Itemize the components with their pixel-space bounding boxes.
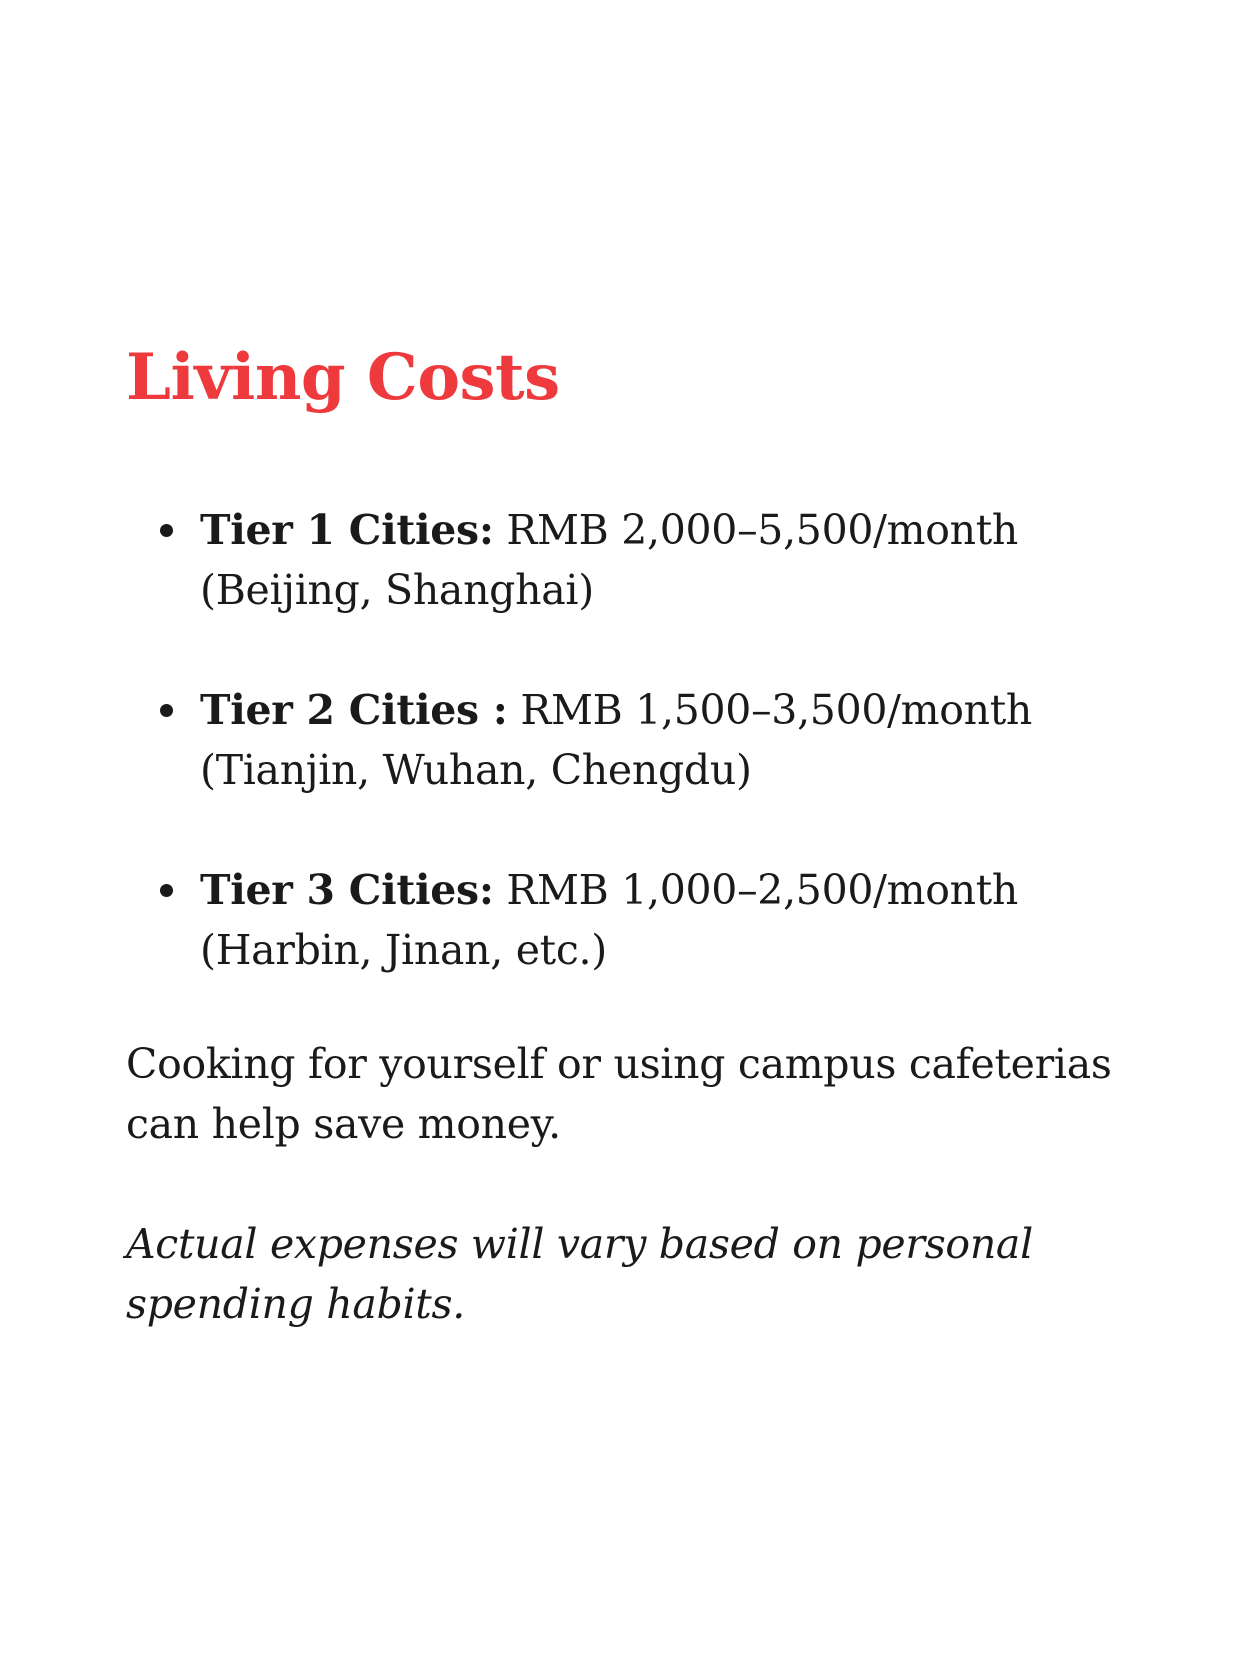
list-item-tier-3 [160,860,1060,980]
cost-list [160,500,1060,980]
list-item-tier-2 [160,680,1060,800]
page-title: Living Costs [126,340,560,415]
disclaimer-line-1: Actual expenses will vary based on personal [126,1220,1033,1268]
disclaimer [126,1214,1166,1334]
savings-note [126,1034,1166,1154]
tier-range: RMB 1,000–2,500/month [506,866,1019,914]
tier-examples: (Tianjin, Wuhan, Chengdu) [200,746,752,794]
tier-label: Tier 3 Cities: [200,866,494,914]
tier-label: Tier 1 Cities: [200,506,494,554]
bullet-icon [160,884,173,897]
tier-range: RMB 2,000–5,500/month [506,506,1019,554]
bullet-icon [160,524,173,537]
tier-label: Tier 2 Cities : [200,686,508,734]
bullet-icon [160,704,173,717]
list-item-tier-1 [160,500,1060,620]
note-line-1: Cooking for yourself or using campus cafeterias [126,1040,1112,1088]
tier-examples: (Beijing, Shanghai) [200,566,594,614]
disclaimer-line-2: spending habits. [126,1280,465,1328]
tier-line [200,680,1060,740]
tier-examples: (Harbin, Jinan, etc.) [200,926,607,974]
tier-line [200,860,1060,920]
note-line-2: can help save money. [126,1100,561,1148]
tier-range: RMB 1,500–3,500/month [520,686,1033,734]
tier-line [200,500,1060,560]
